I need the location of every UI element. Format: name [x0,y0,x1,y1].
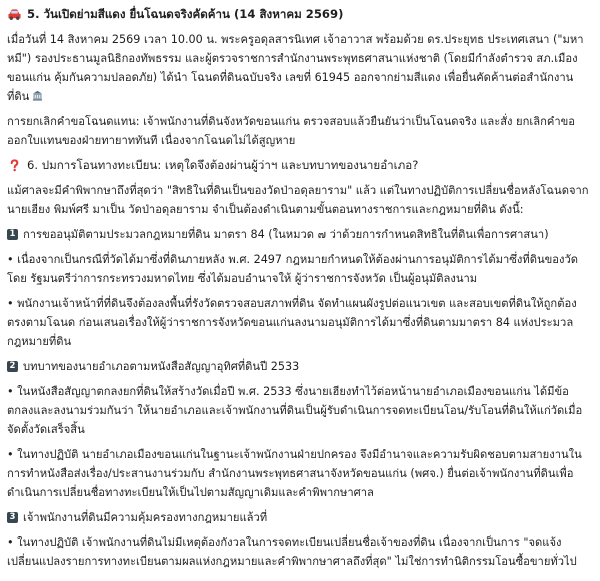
item-1-bullet-1: • เนื่องจากเป็นกรณีที่วัดได้มาซึ่งที่ดินภายหลัง พ.ศ. 2497 กฎหมายกำหนดให้ต้องผ่านการอนุมัติการได้มาซึ่งที่ดินของวัด โดย รัฐมนตรีว่าการกระทรวงมหาดไทย ซึ่งได้มอบอำนาจให้ ผู้ว่าราชการจังหวัด เป็นผู้อนุมัติลงนาม [7,253,578,285]
section-5-paragraph-1 [7,30,592,106]
section-5-paragraph-2: การยกเลิกคำขอโฉนดแทน: เจ้าพนักงานที่ดินจังหวัดขอนแก่น ตรวจสอบแล้วยืนยันว่าเป็นโฉนดจริง และสั่ง ยกเลิกคำขอออกใบแทนของฝ่ายทายาททันที เนื่องจากโฉนดไม่ได้สูญหาย [7,115,575,147]
item-1-heading [7,225,592,244]
building-icon [32,90,43,101]
number-2-badge: 2 [7,361,18,372]
section-5-heading [7,5,592,24]
section-6-title: 6. ปมการโอนทางทะเบียน: เหตุใดจึงต้องผ่านผู้ว่าฯ และบทบาทของนายอำเภอ? [27,158,419,172]
red-car-icon [7,8,22,21]
item-2-bullet-1: • ในหนังสือสัญญาตกลงยกที่ดินให้สร้างวัดเมื่อปี พ.ศ. 2533 ซึ่งนายเฮียงทำไว้ต่อหน้านายอำเภอเมืองขอนแก่น ได้มีข้อตกลงและลงนามร่วมกันว่า ให้นายอำเภอและเจ้าพนักงานที่ดินเป็นผู้รับดำเนินการจดทะเบียนโอน/รับโอนที่ดินให้แก่วัดเมื่อจัดตั้งวัดเสร็จสิ้น [7,385,583,436]
item-2-heading [7,357,592,376]
section-5-paragraph-1-text: เมื่อวันที่ 14 สิงหาคม 2569 เวลา 10.00 น. พระครูอดุลสารนิเทศ เจ้าอาวาส พร้อมด้วย ดร.ประยุทธ ประเทศเสนา ("มหาหมี") รองประธานมูลนิธิกองทัพธรรม และผู้ตรวจราชการสำนักงานพระพุทธศาสนาแห่งชาติ (โดยมีกำลังตำรวจ สภ.เมืองขอนแก่น คุ้มกันความปลอดภัย) ได้นำ โฉนดที่ดินฉบับจริง เลขที่ 61945 ออกจากย่ามสีแดง เพื่อยื่นคัดค้านต่อสำนักงานที่ดิน [7,33,584,103]
number-1-badge: 1 [7,229,18,240]
section-6-intro: แม้ศาลจะมีคำพิพากษาถึงที่สุดว่า "สิทธิในที่ดินเป็นของวัดป่าอดุลยาราม" แล้ว แต่ในทางปฏิบัติการเปลี่ยนชื่อหลังโฉนดจาก นายเฮียง พิมพ์ศรี มาเป็น วัดป่าอดุลยาราม จำเป็นต้องดำเนินตามขั้นตอนทางราชการและกฎหมายที่ดิน ดังนี้: [7,184,589,216]
item-1-bullet-2: • พนักงานเจ้าหน้าที่ที่ดินจึงต้องลงพื้นที่รังวัดตรวจสอบสภาพที่ดิน จัดทำแผนผังรูปต่อแนวเขต และสอบเขตที่ดินให้ถูกต้องตรงตามโฉนด ก่อนเสนอเรื่องให้ผู้ว่าราชการจังหวัดขอนแก่นลงนามอนุมัติการได้มาซึ่งที่ดินตามมาตรา 84 แห่งประมวลกฎหมายที่ดิน [7,297,577,348]
section-5-title: 5. วันเปิดย่ามสีแดง ยื่นโฉนดจริงคัดค้าน (14 สิงหาคม 2569) [27,7,344,21]
item-1-title: การขออนุมัติตามประมวลกฎหมายที่ดิน มาตรา 84 (ในหมวด ๗ ว่าด้วยการกำหนดสิทธิในที่ดินเพื่อการศาสนา) [23,228,549,241]
question-mark-icon [7,159,22,172]
item-3-heading [7,508,592,527]
item-3-title: เจ้าพนักงานที่ดินมีความคุ้มครองทางกฎหมายแล้วที่ [23,511,268,524]
item-3-bullet-1: • ในทางปฏิบัติ เจ้าพนักงานที่ดินไม่มีเหตุต้องกังวลในการจดทะเบียนเปลี่ยนชื่อเจ้าของที่ดิน เนื่องจากเป็นการ "จดแจ้งเปลี่ยนแปลงรายการทางทะเบียนตามผลแห่งกฎหมายและคำพิพากษาศาลถึงที่สุด" ไม่ใช่การทำนิติกรรมโอนซื้อขายทั่วไป [7,536,577,568]
section-6-heading [7,156,592,175]
number-3-badge: 3 [7,512,18,523]
item-2-bullet-2: • ในทางปฏิบัติ นายอำเภอเมืองขอนแก่นในฐานะเจ้าพนักงานฝ่ายปกครอง จึงมีอำนาจและความรับผิดชอบตามสายงานในการทำหนังสือส่งเรื่อง/ประสานงานร่วมกับ สำนักงานพระพุทธศาสนาจังหวัดขอนแก่น (พศจ.) ยื่นต่อเจ้าพนักงานที่ดินเพื่อดำเนินการเปลี่ยนชื่อทางทะเบียนให้เป็นไปตามสัญญาเดิมและคำพิพากษาศาล [7,448,582,499]
item-2-title: บทบาทของนายอำเภอตามหนังสือสัญญาอุทิศที่ดินปี 2533 [23,360,300,373]
